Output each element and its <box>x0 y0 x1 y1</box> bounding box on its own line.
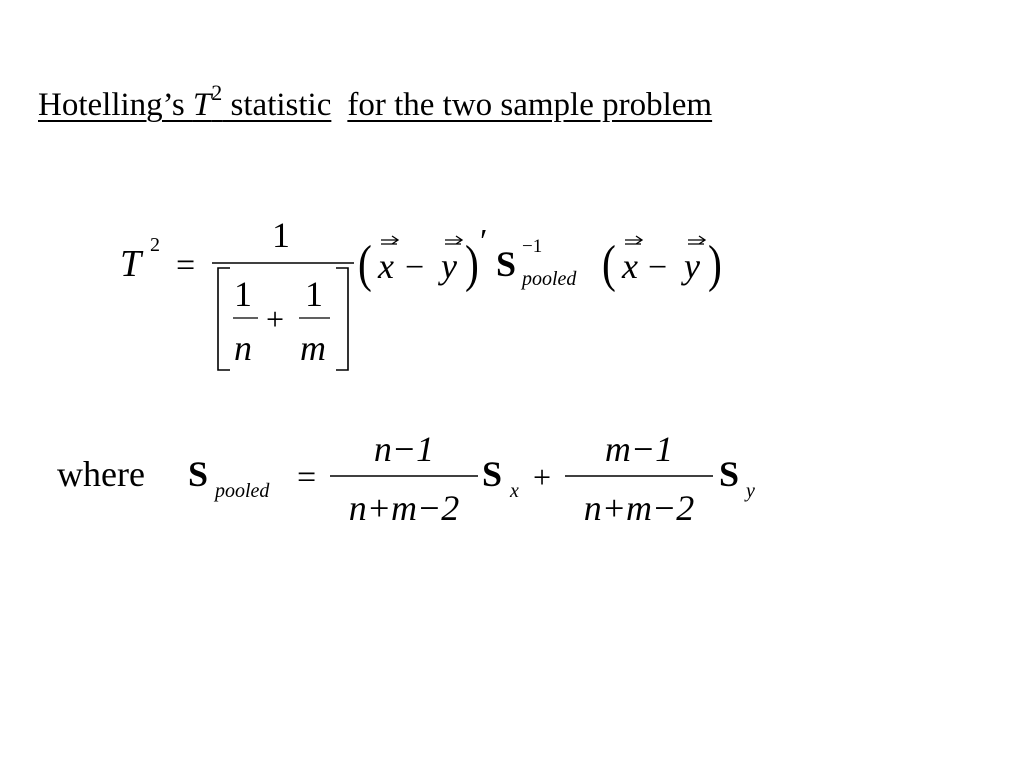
eq2-where-label: where <box>57 454 145 494</box>
eq2-matrix-s-x: S <box>482 454 503 494</box>
eq1-pooled-subscript: pooled <box>522 268 577 290</box>
eq1-transpose-mark: ′ <box>480 223 488 260</box>
eq1-vector-arrow-x-2 <box>625 236 642 244</box>
title-text-hotelling: Hotelling’s <box>38 87 193 123</box>
eq2-equals: = <box>297 459 317 496</box>
eq1-open-paren-2: ( <box>602 235 616 294</box>
title-power: 2 <box>211 80 223 105</box>
eq2-plus: + <box>533 459 552 495</box>
eq1-inner-num-left: 1 <box>234 274 252 314</box>
title-symbol-t: T <box>192 87 212 123</box>
eq1-lhs-symbol: T <box>120 243 142 285</box>
eq1-vector-x-1: x <box>378 246 394 286</box>
eq1-minus-1: − <box>405 249 425 286</box>
eq1-lhs-power: 2 <box>150 234 160 256</box>
eq1-numerator: 1 <box>272 215 290 255</box>
eq1-equals: = <box>176 247 196 284</box>
eq1-inner-plus: + <box>266 301 285 337</box>
eq1-matrix-s: S <box>496 244 517 284</box>
eq1-minus-2: − <box>648 249 668 286</box>
eq2-pooled-subscript: pooled <box>215 480 270 502</box>
eq1-open-paren-1: ( <box>358 235 372 294</box>
eq1-right-bracket <box>336 268 348 370</box>
title-text-statistic: statistic <box>222 87 332 123</box>
eq1-inner-num-right: 1 <box>305 274 323 314</box>
title-text-problem: for the two sample problem <box>347 87 713 123</box>
equation-s-pooled <box>57 429 755 528</box>
eq1-vector-arrow-y-1 <box>445 236 462 244</box>
eq1-vector-y-2: y <box>684 246 700 286</box>
eq1-vector-y-1: y <box>441 246 457 286</box>
eq2-matrix-s-pooled: S <box>188 454 209 494</box>
eq2-frac2-numerator: m−1 <box>604 429 674 469</box>
eq1-vector-arrow-y-2 <box>688 236 705 244</box>
eq2-sx-subscript: x <box>510 480 519 502</box>
eq1-close-paren-2: ) <box>708 235 722 294</box>
eq1-close-paren-1: ) <box>465 235 479 294</box>
eq2-sy-subscript: y <box>746 480 755 502</box>
eq1-inverse-power: −1 <box>522 236 543 257</box>
eq1-vector-arrow-x-1 <box>381 236 398 244</box>
eq2-frac1-numerator: n−1 <box>373 429 435 469</box>
eq1-vector-x-2: x <box>622 246 638 286</box>
eq2-frac1-denominator: n+m−2 <box>348 488 460 528</box>
equation-t-squared <box>120 215 722 370</box>
eq1-inner-den-left: n <box>234 328 252 368</box>
eq2-frac2-denominator: n+m−2 <box>583 488 695 528</box>
eq2-matrix-s-y: S <box>719 454 740 494</box>
eq1-left-bracket <box>218 268 230 370</box>
eq1-inner-den-right: m <box>300 328 326 368</box>
